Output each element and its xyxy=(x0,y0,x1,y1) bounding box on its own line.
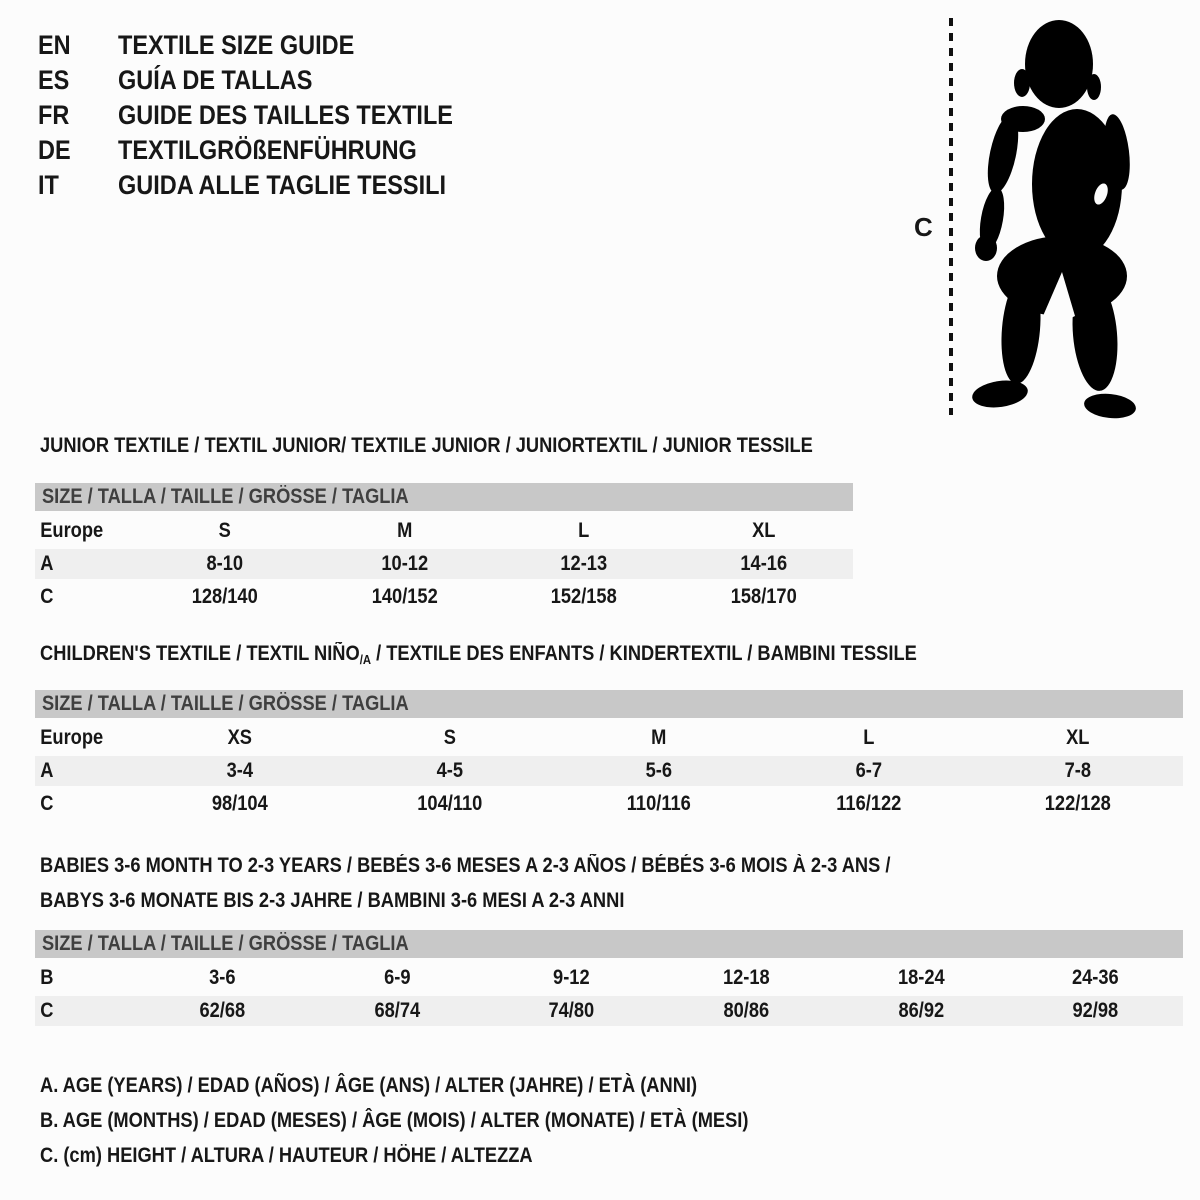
size-header-bar xyxy=(35,483,853,511)
table-row-height xyxy=(35,789,1183,819)
months-cell: 6-9 xyxy=(383,966,411,989)
row-label: A xyxy=(40,552,54,575)
table-row-europe xyxy=(35,516,853,546)
language-code: EN xyxy=(38,30,71,60)
size-header-label: SIZE / TALLA / TAILLE / GRÖSSE / TAGLIA xyxy=(41,692,409,715)
height-cell: 68/74 xyxy=(374,999,420,1022)
language-label: GUIDE DES TAILLES TEXTILE xyxy=(118,100,453,130)
months-cell: 18-24 xyxy=(897,966,945,989)
row-label: C xyxy=(40,585,54,608)
children-section-title xyxy=(40,642,917,667)
size-cell: L xyxy=(862,726,875,749)
language-header xyxy=(38,28,503,203)
babies-section-title xyxy=(40,848,1018,918)
junior-section-title: JUNIOR TEXTILE / TEXTIL JUNIOR/ TEXTILE JUNIOR / JUNIORTEXTIL / JUNIOR TESSILE xyxy=(40,434,813,457)
language-row xyxy=(38,168,503,203)
language-code: IT xyxy=(38,170,59,200)
size-cell: M xyxy=(651,726,667,749)
table-row-height xyxy=(35,582,853,612)
toddler-silhouette-icon xyxy=(965,14,1140,420)
language-row xyxy=(38,63,503,98)
children-title-text: / TEXTILE DES ENFANTS / KINDERTEXTIL / BAMBINI TESSILE xyxy=(371,642,917,665)
age-cell: 7-8 xyxy=(1064,759,1092,782)
language-code: DE xyxy=(38,135,71,165)
children-title-text: CHILDREN'S TEXTILE / TEXTIL NIÑO xyxy=(40,642,360,665)
height-cell: 86/92 xyxy=(898,999,944,1022)
age-cell: 4-5 xyxy=(436,759,463,782)
children-size-table xyxy=(35,690,1183,819)
row-label: Europe xyxy=(40,519,104,542)
age-cell: 3-4 xyxy=(226,759,253,782)
table-row-age xyxy=(35,549,853,579)
size-header-bar xyxy=(35,690,1183,718)
height-cell: 128/140 xyxy=(191,585,258,608)
table-row-europe xyxy=(35,723,1183,753)
row-label: B xyxy=(40,966,54,989)
babies-title-line1: BABIES 3-6 MONTH TO 2-3 YEARS / BEBÉS 3-6 MESES A 2-3 AÑOS / BÉBÉS 3-6 MOIS À 2-3 ANS / xyxy=(40,854,891,877)
language-label: TEXTILGRÖßENFÜHRUNG xyxy=(118,135,417,165)
size-header-bar xyxy=(35,930,1183,958)
age-cell: 14-16 xyxy=(739,552,787,575)
height-cell: 158/170 xyxy=(730,585,797,608)
age-cell: 10-12 xyxy=(380,552,428,575)
height-cell: 116/122 xyxy=(836,792,902,815)
row-label: A xyxy=(40,759,54,782)
size-cell: L xyxy=(578,519,590,542)
legend xyxy=(40,1068,854,1173)
age-cell: 5-6 xyxy=(645,759,673,782)
height-cell: 98/104 xyxy=(211,792,268,815)
children-title-subscript: /A xyxy=(359,652,372,667)
size-cell: XL xyxy=(751,519,775,542)
age-cell: 8-10 xyxy=(206,552,244,575)
height-measure-label: C xyxy=(914,212,933,242)
legend-line-a: A. AGE (YEARS) / EDAD (AÑOS) / ÂGE (ANS) / ALTER (JAHRE) / ETÀ (ANNI) xyxy=(40,1074,698,1097)
height-cell: 92/98 xyxy=(1072,999,1119,1022)
age-cell: 6-7 xyxy=(855,759,882,782)
table-row-age xyxy=(35,756,1183,786)
months-cell: 12-18 xyxy=(722,966,770,989)
height-cell: 80/86 xyxy=(723,999,770,1022)
table-row-height xyxy=(35,996,1183,1026)
age-cell: 12-13 xyxy=(560,552,608,575)
months-cell: 3-6 xyxy=(209,966,236,989)
row-label: Europe xyxy=(40,726,104,749)
height-measure-line xyxy=(949,18,953,415)
height-cell: 152/158 xyxy=(550,585,617,608)
height-cell: 104/110 xyxy=(416,792,482,815)
legend-line-b: B. AGE (MONTHS) / EDAD (MESES) / ÂGE (MOIS) / ALTER (MONATE) / ETÀ (MESI) xyxy=(40,1109,749,1132)
legend-line-c: C. (cm) HEIGHT / ALTURA / HAUTEUR / HÖHE / ALTEZZA xyxy=(40,1144,533,1167)
size-header-label: SIZE / TALLA / TAILLE / GRÖSSE / TAGLIA xyxy=(41,932,409,955)
language-row xyxy=(38,98,503,133)
row-label: C xyxy=(40,792,54,815)
months-cell: 24-36 xyxy=(1072,966,1120,989)
size-cell: M xyxy=(396,519,412,542)
babies-size-table xyxy=(35,930,1183,1026)
height-cell: 122/128 xyxy=(1045,792,1112,815)
language-label: GUÍA DE TALLAS xyxy=(118,65,313,95)
junior-size-table xyxy=(35,483,853,612)
size-cell: S xyxy=(443,726,456,749)
language-label: GUIDA ALLE TAGLIE TESSILI xyxy=(118,170,446,200)
size-cell: XS xyxy=(227,726,252,749)
language-code: FR xyxy=(38,100,70,130)
table-row-months xyxy=(35,963,1183,993)
size-header-label: SIZE / TALLA / TAILLE / GRÖSSE / TAGLIA xyxy=(41,485,409,508)
size-cell: XL xyxy=(1066,726,1090,749)
language-row xyxy=(38,133,503,168)
language-row xyxy=(38,28,503,63)
language-label: TEXTILE SIZE GUIDE xyxy=(118,30,355,60)
height-cell: 110/116 xyxy=(626,792,691,815)
height-cell: 62/68 xyxy=(199,999,246,1022)
language-code: ES xyxy=(38,65,70,95)
size-cell: S xyxy=(218,519,231,542)
height-cell: 74/80 xyxy=(548,999,595,1022)
babies-title-line2: BABYS 3-6 MONATE BIS 2-3 JAHRE / BAMBINI 3-6 MESI A 2-3 ANNI xyxy=(40,889,625,912)
months-cell: 9-12 xyxy=(553,966,590,989)
height-cell: 140/152 xyxy=(371,585,438,608)
row-label: C xyxy=(40,999,54,1022)
